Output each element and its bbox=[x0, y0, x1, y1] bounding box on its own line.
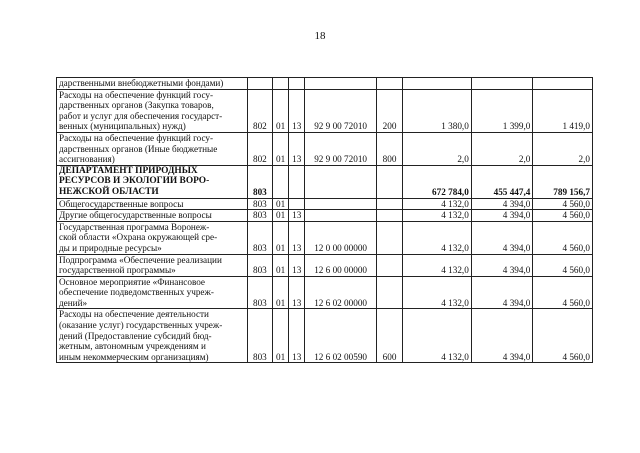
amount-year3-cell: 4 560,0 bbox=[533, 254, 593, 276]
ved-cell: 802 bbox=[247, 132, 272, 165]
amount-year2-cell: 4 394,0 bbox=[471, 210, 533, 222]
section-cell: 01 bbox=[273, 198, 289, 210]
expense-name-line: Подпрограмма «Обеспечение реализации bbox=[59, 254, 222, 265]
amount-year3-cell: 4 560,0 bbox=[533, 210, 593, 222]
expense-type-cell bbox=[376, 78, 402, 90]
expense-name-cell bbox=[57, 165, 248, 198]
table-row bbox=[57, 165, 593, 198]
amount-year1-cell: 4 132,0 bbox=[403, 221, 472, 254]
expense-type-cell bbox=[376, 221, 402, 254]
ved-cell: 803 bbox=[247, 254, 272, 276]
target-article-cell bbox=[305, 165, 377, 198]
target-article-cell bbox=[305, 210, 377, 222]
table-row bbox=[57, 78, 593, 90]
expense-name-line: ской области «Охрана окружающей сре- bbox=[59, 232, 218, 243]
amount-year1-cell: 4 132,0 bbox=[403, 309, 472, 363]
section-cell: 01 bbox=[273, 132, 289, 165]
amount-year3-cell: 789 156,7 bbox=[533, 165, 593, 198]
amount-year1-cell: 4 132,0 bbox=[403, 198, 472, 210]
ved-cell: 803 bbox=[247, 276, 272, 309]
ved-cell: 802 bbox=[247, 89, 272, 132]
amount-year1-cell: 672 784,0 bbox=[403, 165, 472, 198]
amount-year1-cell: 1 380,0 bbox=[403, 89, 472, 132]
amount-year3-cell: 1 419,0 bbox=[533, 89, 593, 132]
expense-name-cell bbox=[57, 221, 248, 254]
amount-year2-cell: 1 399,0 bbox=[471, 89, 533, 132]
table-row bbox=[57, 198, 593, 210]
target-article-cell bbox=[305, 78, 377, 90]
expense-name-line: дарственных органов (Закупка товаров, bbox=[59, 100, 214, 111]
expense-type-cell bbox=[376, 210, 402, 222]
amount-year2-cell: 4 394,0 bbox=[471, 309, 533, 363]
expense-name-line: государственной программы» bbox=[59, 265, 176, 276]
amount-year1-cell: 4 132,0 bbox=[403, 254, 472, 276]
section-cell bbox=[273, 165, 289, 198]
target-article-cell: 12 6 02 00590 bbox=[305, 309, 377, 363]
expense-name-line: ассигнования) bbox=[59, 154, 115, 165]
subsection-cell: 13 bbox=[289, 132, 305, 165]
expense-name-line: ды и природные ресурсы» bbox=[59, 242, 162, 253]
target-article-cell: 12 6 02 00000 bbox=[305, 276, 377, 309]
expense-name-line: Расходы на обеспечение деятельности bbox=[59, 309, 209, 320]
expense-name-cell bbox=[57, 89, 248, 132]
expense-name-line: Государственная программа Воронеж- bbox=[59, 221, 210, 232]
section-cell: 01 bbox=[273, 254, 289, 276]
target-article-cell: 92 9 00 72010 bbox=[305, 89, 377, 132]
amount-year2-cell: 4 394,0 bbox=[471, 254, 533, 276]
expense-type-cell bbox=[376, 254, 402, 276]
ved-cell: 803 bbox=[247, 165, 272, 198]
subsection-cell: 13 bbox=[289, 276, 305, 309]
expense-name-line: венных (муниципальных) нужд) bbox=[59, 121, 186, 132]
expense-name-line: ДЕПАРТАМЕНТ ПРИРОДНЫХ bbox=[59, 165, 198, 176]
expense-name-cell bbox=[57, 309, 248, 363]
amount-year2-cell: 455 447,4 bbox=[471, 165, 533, 198]
section-cell: 01 bbox=[273, 210, 289, 222]
amount-year3-cell: 2,0 bbox=[533, 132, 593, 165]
subsection-cell: 13 bbox=[289, 254, 305, 276]
section-cell: 01 bbox=[273, 309, 289, 363]
table-row bbox=[57, 276, 593, 309]
subsection-cell: 13 bbox=[289, 89, 305, 132]
amount-year3-cell bbox=[533, 78, 593, 90]
section-cell: 01 bbox=[273, 221, 289, 254]
amount-year3-cell: 4 560,0 bbox=[533, 276, 593, 309]
amount-year2-cell bbox=[471, 78, 533, 90]
table-row bbox=[57, 89, 593, 132]
target-article-cell: 12 6 00 00000 bbox=[305, 254, 377, 276]
amount-year1-cell: 2,0 bbox=[403, 132, 472, 165]
amount-year2-cell: 4 394,0 bbox=[471, 276, 533, 309]
expense-type-cell: 800 bbox=[376, 132, 402, 165]
expense-name-line: РЕСУРСОВ И ЭКОЛОГИИ ВОРО- bbox=[59, 176, 210, 187]
section-cell: 01 bbox=[273, 276, 289, 309]
amount-year2-cell: 2,0 bbox=[471, 132, 533, 165]
amount-year1-cell: 4 132,0 bbox=[403, 276, 472, 309]
expense-name-line: дарственными внебюджетными фондами) bbox=[59, 78, 224, 88]
expense-name-cell bbox=[57, 210, 248, 222]
expense-name-line: Общегосударственные вопросы bbox=[59, 198, 184, 209]
expense-name-line: дарственных органов (Иные бюджетные bbox=[59, 143, 218, 154]
expense-name-line: работ и услуг для обеспечения государст- bbox=[59, 110, 223, 121]
table-row bbox=[57, 132, 593, 165]
amount-year2-cell: 4 394,0 bbox=[471, 198, 533, 210]
amount-year2-cell: 4 394,0 bbox=[471, 221, 533, 254]
amount-year1-cell bbox=[403, 78, 472, 90]
table-row bbox=[57, 221, 593, 254]
amount-year3-cell: 4 560,0 bbox=[533, 198, 593, 210]
ved-cell: 803 bbox=[247, 198, 272, 210]
expense-type-cell bbox=[376, 198, 402, 210]
section-cell bbox=[273, 78, 289, 90]
ved-cell bbox=[247, 78, 272, 90]
table-row bbox=[57, 210, 593, 222]
expense-type-cell bbox=[376, 165, 402, 198]
expense-name-cell bbox=[57, 254, 248, 276]
budget-table bbox=[56, 77, 593, 363]
expense-name-line: НЕЖСКОЙ ОБЛАСТИ bbox=[59, 186, 159, 197]
expense-name-cell bbox=[57, 78, 248, 90]
table-row bbox=[57, 309, 593, 363]
subsection-cell: 13 bbox=[289, 309, 305, 363]
ved-cell: 803 bbox=[247, 210, 272, 222]
expense-name-line: (оказание услуг) государственных учреж- bbox=[59, 320, 223, 331]
amount-year1-cell: 4 132,0 bbox=[403, 210, 472, 222]
expense-name-line: иным некоммерческим организациям) bbox=[59, 351, 209, 362]
subsection-cell: 13 bbox=[289, 221, 305, 254]
expense-type-cell bbox=[376, 276, 402, 309]
expense-name-line: обеспечение подведомственных учреж- bbox=[59, 287, 214, 298]
subsection-cell bbox=[289, 78, 305, 90]
amount-year3-cell: 4 560,0 bbox=[533, 221, 593, 254]
page-number: 18 bbox=[314, 30, 326, 42]
ved-cell: 803 bbox=[247, 221, 272, 254]
expense-name-line: дений» bbox=[59, 297, 88, 308]
target-article-cell: 92 9 00 72010 bbox=[305, 132, 377, 165]
expense-name-line: дений (Предоставление субсидий бюд- bbox=[59, 330, 212, 341]
section-cell: 01 bbox=[273, 89, 289, 132]
table-row bbox=[57, 254, 593, 276]
expense-name-line: Расходы на обеспечение функций госу- bbox=[59, 89, 214, 100]
expense-name-line: Расходы на обеспечение функций госу- bbox=[59, 132, 214, 143]
target-article-cell: 12 0 00 00000 bbox=[305, 221, 377, 254]
expense-name-cell bbox=[57, 198, 248, 210]
expense-type-cell: 600 bbox=[376, 309, 402, 363]
expense-name-cell bbox=[57, 132, 248, 165]
expense-type-cell: 200 bbox=[376, 89, 402, 132]
subsection-cell: 13 bbox=[289, 210, 305, 222]
target-article-cell bbox=[305, 198, 377, 210]
expense-name-cell bbox=[57, 276, 248, 309]
expense-name-line: Другие общегосударственные вопросы bbox=[59, 210, 212, 221]
expense-name-line: Основное мероприятие «Финансовое bbox=[59, 276, 206, 287]
subsection-cell bbox=[289, 198, 305, 210]
expense-name-line: жетным, автономным учреждениям и bbox=[59, 341, 206, 352]
ved-cell: 803 bbox=[247, 309, 272, 363]
subsection-cell bbox=[289, 165, 305, 198]
amount-year3-cell: 4 560,0 bbox=[533, 309, 593, 363]
